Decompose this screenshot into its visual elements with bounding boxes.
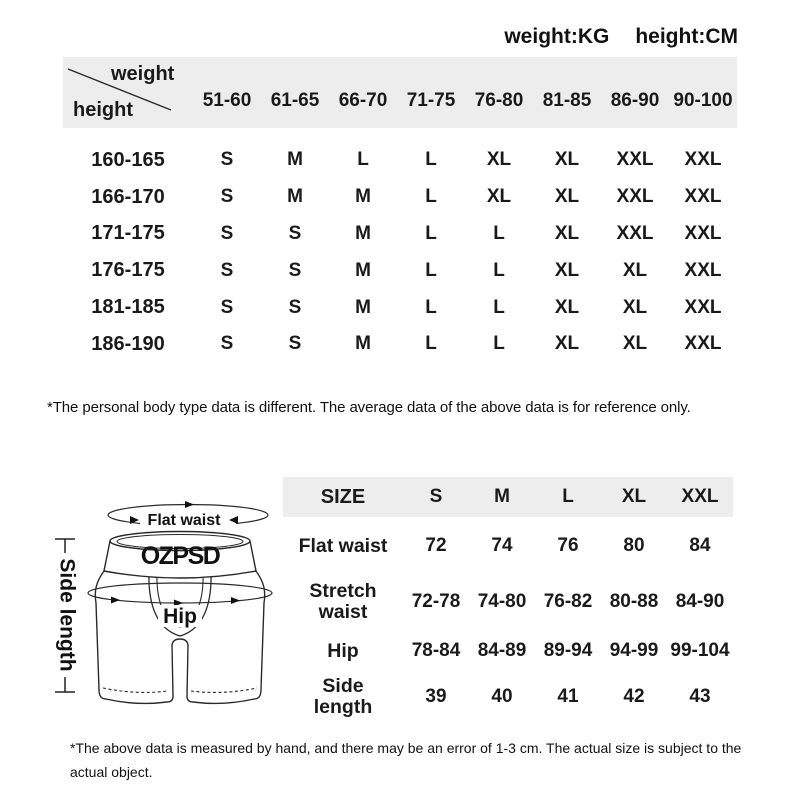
size-cell: XL [554,333,580,355]
measure-cell: 76-82 [543,591,593,612]
size-table-header-row [63,57,737,128]
size-cell: M [287,186,303,208]
size-cell: L [425,186,437,208]
size-cell: M [287,149,303,171]
size-table-body [63,142,737,363]
weight-column-header: 86-90 [610,89,660,111]
weight-column-header: 51-60 [202,89,252,111]
table-row [283,575,733,629]
size-cell: M [355,186,371,208]
measure-cell: 80 [623,535,645,556]
size-cell: XXL [616,222,654,244]
weight-column-header: 66-70 [338,89,388,111]
table-row [283,517,733,575]
size-cell: XL [554,222,580,244]
weight-column-header: 81-85 [542,89,592,111]
height-row-label: 166-170 [91,185,165,208]
measure-cell: 76 [557,535,579,556]
corner-height-label: height [73,99,133,121]
height-weight-size-table [63,57,737,363]
size-cell: S [220,186,234,208]
size-cell: XL [622,333,648,355]
size-cell: L [425,259,437,281]
measurements-note: *The above data is measured by hand, and there may be an error of 1-3 cm. The actual size is subject to the actual object. [70,740,742,780]
size-cell: XL [554,296,580,318]
weight-column-header: 76-80 [474,89,524,111]
size-cell: M [355,222,371,244]
size-cell: S [220,296,234,318]
size-cell: S [220,149,234,171]
size-cell: M [355,296,371,318]
weight-column-header: 61-65 [270,89,320,111]
height-unit-label: height:CM [635,25,738,48]
measure-cell: 84-89 [477,640,527,661]
measurements-table [283,477,733,721]
measure-cell: 41 [557,686,579,707]
size-table-note: *The personal body type data is different. The average data of the above data is for reference only. [47,399,691,416]
measure-row-label-text: Side length [313,675,373,718]
height-row-label: 181-185 [91,296,165,319]
size-cell: XL [486,186,512,208]
measure-cell: 43 [689,686,711,707]
size-cell: S [288,222,302,244]
size-header-cell: L [562,486,574,507]
size-cell: L [357,149,369,171]
weight-column-header: 71-75 [406,89,456,111]
side-length-label: Side length [55,558,79,672]
size-cell: XL [622,259,648,281]
brand-logo: OZPSD [140,542,220,570]
measure-cell: 84-90 [675,591,725,612]
flat-waist-label: Flat waist [147,512,221,529]
measure-row-label-text: Hip [327,639,359,662]
size-cell: S [288,296,302,318]
size-cell: L [493,222,505,244]
size-cell: XL [486,149,512,171]
size-cell: XXL [684,259,722,281]
size-header-cell: SIZE [320,485,366,508]
size-header-cell: XL [621,486,647,507]
measurements-header-row [283,477,733,517]
measure-row-label [283,676,403,718]
measure-row-label [283,581,403,623]
height-row-label: 176-175 [91,259,165,282]
size-cell: L [425,222,437,244]
size-cell: XL [622,296,648,318]
size-header-cell: S [429,486,443,507]
measure-row-label-text: Stretch waist [309,580,377,623]
measure-cell: 72-78 [411,591,461,612]
measure-row-label [283,641,403,662]
size-header-cell: XXL [681,486,719,507]
size-cell: XL [554,149,580,171]
size-cell: XXL [616,149,654,171]
weight-column-header: 90-100 [673,89,733,111]
measure-row-label [283,536,403,557]
size-cell: XXL [616,186,654,208]
measure-cell: 89-94 [543,640,593,661]
table-row [283,629,733,673]
size-cell: L [493,333,505,355]
measure-cell: 74-80 [477,591,527,612]
size-cell: S [220,222,234,244]
table-row [63,216,737,253]
shorts-outline [95,571,264,703]
size-cell: L [425,149,437,171]
size-cell: XXL [684,149,722,171]
size-cell: S [288,333,302,355]
size-cell: M [355,333,371,355]
units-header [504,25,738,49]
table-row [63,179,737,216]
corner-weight-label: weight [111,63,175,85]
size-cell: XXL [684,296,722,318]
measure-cell: 99-104 [670,640,730,661]
measure-cell: 80-88 [609,591,659,612]
size-header-cell: M [494,486,510,507]
height-row-label: 160-165 [91,148,165,171]
size-cell: L [493,259,505,281]
measure-row-label-text: Flat waist [298,534,388,557]
diagonal-header-cell [63,57,193,128]
arrow-icon [185,501,194,508]
size-cell: XXL [684,186,722,208]
shorts-measure-diagram [40,495,290,715]
size-cell: S [288,259,302,281]
measure-cell: 84 [689,535,711,556]
hip-label: Hip [163,605,197,628]
size-cell: L [493,296,505,318]
size-cell: S [220,259,234,281]
size-cell: XL [554,259,580,281]
size-cell: S [220,333,234,355]
height-row-label: 186-190 [91,332,165,355]
height-row-label: 171-175 [91,222,165,245]
table-row [63,326,737,363]
size-cell: XXL [684,222,722,244]
size-cell: XXL [684,333,722,355]
table-row [63,142,737,179]
table-row [63,289,737,326]
size-cell: M [355,259,371,281]
measure-cell: 39 [425,686,447,707]
table-row [63,252,737,289]
weight-unit-label: weight:KG [504,25,610,48]
size-cell: L [425,296,437,318]
measure-cell: 72 [425,535,447,556]
measure-cell: 78-84 [411,640,461,661]
size-cell: L [425,333,437,355]
measure-cell: 40 [491,686,513,707]
size-cell: XL [554,186,580,208]
measure-cell: 42 [623,686,645,707]
table-row [283,673,733,721]
measure-cell: 94-99 [609,640,659,661]
measure-cell: 74 [491,535,513,556]
